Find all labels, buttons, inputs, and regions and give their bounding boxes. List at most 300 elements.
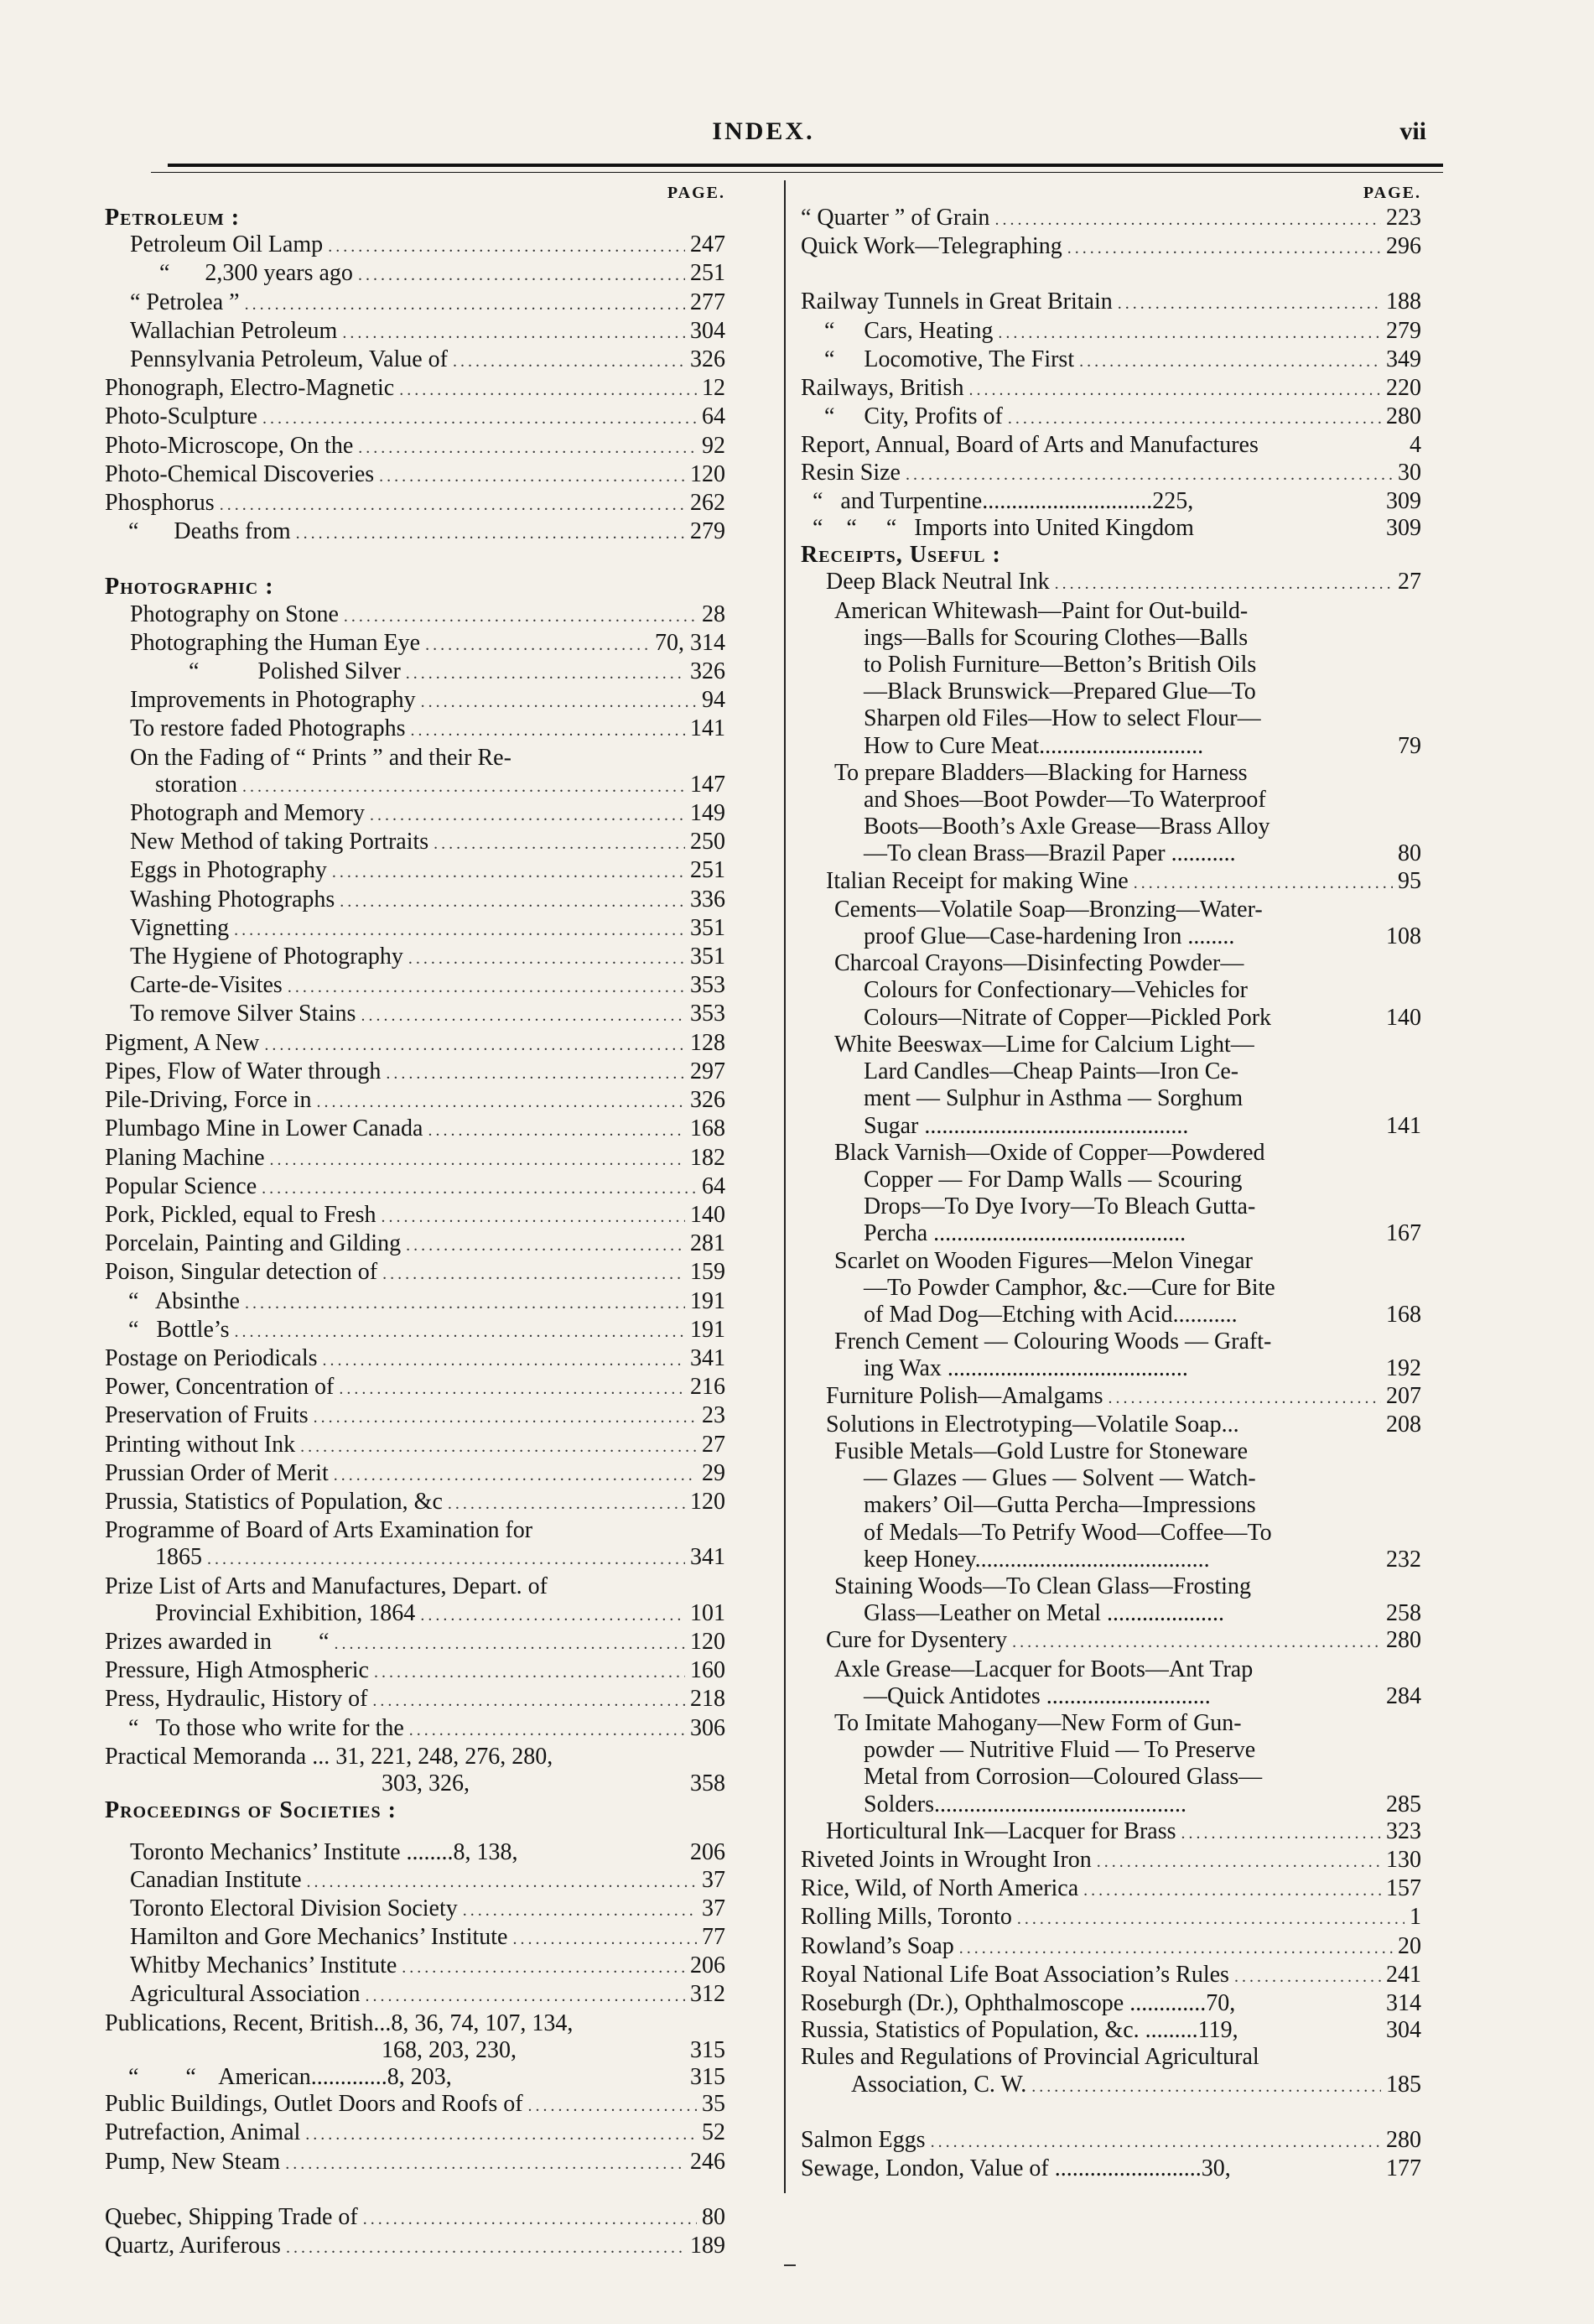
index-entry-text: Solutions in Electrotyping—Volatile Soap... [826, 1411, 1239, 1438]
index-entry-line: Scarlet on Wooden Figures—Melon Vinegar [834, 1247, 1253, 1274]
index-entry [105, 260, 725, 289]
index-entry-text [801, 760, 1363, 868]
index-entry [105, 1259, 725, 1287]
index-entry [105, 1374, 725, 1402]
dot-leader [379, 463, 685, 490]
index-entry-text: Phonograph, Electro-Magnetic [105, 375, 395, 402]
index-entry-text: New Method of taking Portraits [130, 829, 429, 855]
index-entry-text: storation [155, 771, 237, 798]
index-entry [801, 346, 1421, 375]
index-entry-page: 247 [690, 231, 725, 258]
index-entry-text: Riveted Joints in Wrought Iron [801, 1846, 1092, 1873]
index-entry-multiline [801, 1573, 1421, 1627]
index-entry [801, 868, 1421, 897]
dot-leader [242, 773, 685, 800]
index-entry-line: —Black Brunswick—Prepared Glue—To [864, 678, 1256, 705]
index-entry-text: Practical Memoranda ... 31, 221, 248, 276, 280, [105, 1743, 553, 1770]
spacer [801, 2100, 1421, 2127]
index-entry [105, 1460, 725, 1489]
index-entry [105, 1345, 725, 1374]
index-entry [801, 1962, 1421, 1990]
index-entry [801, 1818, 1421, 1847]
index-entry-page: 92 [702, 432, 725, 459]
index-entry-text: Publications, Recent, British...8, 36, 74, 107, 134, [105, 2009, 574, 2036]
dot-leader [317, 1089, 685, 1115]
index-entry-page: 140 [690, 1201, 725, 1228]
index-entry [105, 1715, 725, 1744]
index-entry-text: Photo-Sculpture [105, 403, 257, 430]
dot-leader [1181, 1820, 1381, 1847]
index-entry-line: of Mad Dog—Etching with Acid........... [864, 1301, 1238, 1328]
index-entry-page: 95 [1398, 867, 1421, 894]
dot-leader [1134, 870, 1393, 897]
dot-leader [288, 974, 685, 1001]
index-entry-text: Quick Work—Telegraphing [801, 233, 1062, 260]
index-entry-text [801, 1140, 1363, 1248]
page-column-heading: PAGE. [667, 184, 725, 202]
index-entry [105, 1867, 725, 1895]
index-entry-text: Toronto Electoral Division Society [130, 1895, 458, 1921]
index-entry [801, 2017, 1421, 2044]
index-entry-text: Photographing the Human Eye [130, 629, 421, 656]
dot-leader [402, 1954, 685, 1981]
index-entry-page: 353 [690, 1001, 725, 1027]
index-entry-multiline [801, 897, 1421, 950]
index-entry-text: Plumbago Mine in Lower Canada [105, 1115, 423, 1142]
index-entry-page: 37 [702, 1895, 725, 1921]
index-entry [801, 569, 1421, 597]
index-entry [105, 1600, 725, 1629]
index-entry-line: How to Cure Meat............................ [864, 732, 1204, 759]
index-entry-text: Public Buildings, Outlet Doors and Roofs of [105, 2091, 523, 2118]
index-entry-text: Printing without Ink [105, 1431, 296, 1458]
index-entry-text: “ Cars, Heating [801, 317, 994, 344]
index-entry-text: Hamilton and Gore Mechanics’ Institute [130, 1923, 508, 1950]
index-entry-text: Salmon Eggs [801, 2126, 926, 2153]
index-entry [105, 601, 725, 630]
index-entry-line: Cements—Volatile Soap—Bronzing—Water- [834, 896, 1263, 923]
index-entry [801, 2155, 1421, 2182]
index-entry-line: Copper — For Damp Walls — Scouring [864, 1166, 1243, 1193]
index-entry-page: 250 [690, 829, 725, 855]
index-entry-page: 80 [702, 2203, 725, 2230]
dot-leader [1118, 290, 1381, 317]
index-entry [105, 715, 725, 744]
index-entry [105, 1839, 725, 1866]
index-entry-page: 341 [690, 1344, 725, 1371]
index-entry-line: Metal from Corrosion—Coloured Glass— [864, 1764, 1263, 1791]
index-entry-page: 27 [702, 1431, 725, 1458]
index-entry-page: 4 [1410, 432, 1421, 459]
index-entry [105, 1030, 725, 1058]
index-entry-line: Drops—To Dye Ivory—To Bleach Gutta- [864, 1193, 1256, 1220]
header-rule-thick [168, 164, 1443, 167]
dot-leader [372, 1687, 685, 1714]
index-entry-text [801, 1032, 1363, 1140]
dot-leader [1079, 348, 1381, 375]
index-entry-page: 315 [690, 2036, 725, 2063]
index-entry-page: 141 [690, 715, 725, 742]
index-entry-line: To prepare Bladders—Blacking for Harness [834, 759, 1248, 786]
dot-leader [358, 262, 685, 289]
index-entry-page: 285 [1386, 1791, 1421, 1817]
index-entry-line: —To Powder Camphor, &c.—Cure for Bite [864, 1274, 1275, 1301]
index-entry-line: powder — Nutritive Fluid — To Preserve [864, 1737, 1256, 1764]
index-entry-text [801, 950, 1363, 1032]
index-entry-page: 304 [1386, 2017, 1421, 2044]
dot-leader [245, 291, 685, 318]
dot-leader [406, 660, 685, 687]
index-entry [105, 2037, 725, 2064]
index-entry [801, 375, 1421, 403]
index-entry-line: of Medals—To Petrify Wood—Coffee—To [864, 1519, 1272, 1546]
index-entry [105, 829, 725, 857]
index-entry [105, 2149, 725, 2177]
index-entry [801, 1990, 1421, 2017]
index-entry-text: “ Petrolea ” [130, 289, 240, 315]
index-entry [105, 518, 725, 547]
index-entry-text [801, 1710, 1363, 1818]
index-entry [105, 433, 725, 461]
index-entry-page: 185 [1386, 2071, 1421, 2098]
index-entry-line: keep Honey........................................ [864, 1546, 1210, 1573]
index-entry-line: Solders........................................... [864, 1791, 1186, 1817]
index-entry-text: Association, C. W. [851, 2071, 1027, 2098]
index-entry-page: 168 [690, 1115, 725, 1142]
index-entry-page: 309 [1386, 515, 1421, 542]
index-entry-text: Preservation of Fruits [105, 1402, 309, 1429]
index-entry-multiline [801, 598, 1421, 760]
dot-leader [1012, 1629, 1381, 1656]
index-entry-text: Improvements in Photography [130, 687, 416, 714]
index-entry-multiline [801, 1710, 1421, 1818]
index-entry-multiline [801, 1328, 1421, 1382]
index-entry-text: Carte-de-Visites [130, 972, 283, 999]
index-entry-text: Postage on Periodicals [105, 1344, 318, 1371]
index-entry-page: 218 [690, 1686, 725, 1713]
page-column-heading: PAGE. [1363, 184, 1421, 202]
index-entry-text: Canadian Institute [130, 1866, 302, 1893]
index-entry-line: proof Glue—Case-hardening Iron ........ [864, 923, 1235, 950]
dot-leader [358, 434, 697, 461]
dot-leader [382, 1204, 685, 1230]
dot-leader [409, 1717, 685, 1744]
dot-leader [366, 1983, 685, 2009]
dot-leader [296, 520, 685, 547]
index-entry [801, 1875, 1421, 1904]
index-entry-page: 189 [690, 2233, 725, 2259]
dot-leader [434, 830, 685, 857]
index-entry-page: 70, 314 [655, 629, 725, 656]
index-entry-page: 358 [690, 1770, 725, 1796]
index-entry [105, 687, 725, 715]
dot-leader [411, 717, 685, 744]
dot-leader [342, 320, 685, 346]
index-entry-text: Pipes, Flow of Water through [105, 1058, 382, 1084]
index-entry-text [801, 1438, 1363, 1573]
index-entry-page: 216 [690, 1374, 725, 1401]
index-entry-line: Sugar ............................................. [864, 1112, 1189, 1139]
index-entry-line: ings—Balls for Scouring Clothes—Balls [864, 624, 1249, 651]
index-entry [105, 1432, 725, 1460]
index-entry-page: 279 [690, 518, 725, 545]
index-entry-page: 37 [702, 1866, 725, 1893]
index-entry-text: Deep Black Neutral Ink [826, 569, 1050, 595]
index-entry-page: 147 [690, 771, 725, 798]
dot-leader [374, 1659, 685, 1686]
index-entry-text: Resin Size [801, 459, 901, 486]
index-entry-page: 20 [1398, 1932, 1421, 1959]
index-entry-text: Porcelain, Painting and Gilding [105, 1230, 402, 1257]
dot-leader [307, 1869, 697, 1895]
index-entry-multiline [801, 760, 1421, 868]
index-entry-page: 35 [702, 2091, 725, 2118]
dot-leader [1083, 1877, 1381, 1904]
index-entry-text: Russia, Statistics of Population, &c. .........119, [801, 2017, 1238, 2044]
index-entry-text: Pennsylvania Petroleum, Value of [130, 346, 448, 373]
index-entry-page: 223 [1386, 205, 1421, 231]
dot-leader [994, 206, 1381, 233]
index-entry [105, 346, 725, 375]
index-entry-page: 29 [702, 1459, 725, 1486]
dot-leader [245, 1290, 685, 1317]
index-entry-page: 120 [690, 1488, 725, 1515]
index-entry-page: 149 [690, 800, 725, 827]
dot-leader [361, 1002, 685, 1029]
index-entry [105, 1402, 725, 1431]
index-entry-page: 128 [690, 1029, 725, 1056]
index-entry-text: Quebec, Shipping Trade of [105, 2203, 358, 2230]
index-entry-page: 251 [690, 857, 725, 884]
index-entry [105, 1981, 725, 2009]
index-entry-line: —Quick Antidotes ............................ [864, 1682, 1211, 1709]
index-entry [105, 2091, 725, 2119]
index-entry-page: 349 [1386, 346, 1421, 372]
index-entry-text: “ City, Profits of [801, 403, 1003, 430]
index-entry-page: 341 [690, 1544, 725, 1571]
index-entry-page: 280 [1386, 1627, 1421, 1654]
dot-leader [425, 632, 650, 658]
index-entry-text: “ Locomotive, The First [801, 346, 1075, 372]
dot-leader [305, 2121, 697, 2148]
index-entry [105, 1895, 725, 1924]
index-entry [801, 2127, 1421, 2155]
index-entry-line: ment — Sulphur in Asthma — Sorghum [864, 1085, 1244, 1112]
index-entry [801, 1847, 1421, 1875]
index-entry [801, 1412, 1421, 1438]
index-entry [105, 2064, 725, 2091]
index-entry-multiline [801, 1140, 1421, 1248]
index-entry-page: 206 [690, 1952, 725, 1979]
index-entry [105, 1657, 725, 1686]
index-entry-line: —To clean Brass—Brazil Paper ........... [864, 840, 1236, 867]
index-entry [801, 403, 1421, 432]
index-entry-line: Sharpen old Files—How to select Flour— [864, 705, 1261, 732]
index-entry-page: 28 [702, 600, 725, 627]
index-entry-page: 280 [1386, 2126, 1421, 2153]
dot-leader [332, 859, 685, 886]
index-entry-text: Petroleum Oil Lamp [130, 231, 324, 258]
index-section-heading: Proceedings of Societies : [105, 1797, 397, 1824]
index-entry-page: 160 [690, 1657, 725, 1684]
index-entry-page: 314 [1386, 1990, 1421, 2016]
index-entry [105, 915, 725, 944]
index-entry [105, 1202, 725, 1230]
index-entry [105, 1173, 725, 1202]
index-entry-text: “ Bottle’s [105, 1316, 230, 1343]
index-entry-text: Report, Annual, Board of Arts and Manufactures [801, 432, 1259, 459]
index-entry-text: Roseburgh (Dr.), Ophthalmoscope .............70, [801, 1990, 1236, 2016]
index-entry-page: 108 [1386, 923, 1421, 950]
index-entry-text: Prize List of Arts and Manufactures, Depart. of [105, 1573, 548, 1599]
index-entry-text: “ Quarter ” of Grain [801, 205, 990, 231]
dot-leader [968, 377, 1381, 403]
dot-leader [931, 2129, 1381, 2155]
dot-leader [1055, 570, 1393, 597]
index-entry-line: Black Varnish—Oxide of Copper—Powdered [834, 1139, 1265, 1166]
index-entry [105, 745, 725, 772]
index-entry-line: Lard Candles—Cheap Paints—Iron Ce- [864, 1058, 1239, 1085]
index-entry [105, 231, 725, 260]
dot-leader [399, 377, 697, 403]
index-column-left [105, 176, 725, 2261]
index-entry [105, 2204, 725, 2233]
dot-leader [959, 1935, 1393, 1962]
dot-leader [406, 1232, 685, 1259]
dot-leader [420, 1602, 685, 1629]
index-entry-text: Planing Machine [105, 1144, 265, 1171]
index-entry-page: 326 [690, 1087, 725, 1114]
dot-leader [1017, 1905, 1404, 1932]
index-entry [105, 1924, 725, 1952]
index-entry-page: 206 [690, 1839, 725, 1866]
index-entry-page: 101 [690, 1599, 725, 1626]
dot-leader [300, 1433, 697, 1460]
index-entry-line: Boots—Booth’s Axle Grease—Brass Alloy [864, 814, 1270, 840]
index-entry-page: 279 [1386, 317, 1421, 344]
index-entry-multiline [801, 1656, 1421, 1710]
index-entry [105, 800, 725, 829]
index-entry [801, 205, 1421, 233]
dot-leader [386, 1060, 685, 1087]
index-entry-text: Pork, Pickled, equal to Fresh [105, 1201, 376, 1228]
index-entry [105, 1544, 725, 1573]
index-entry-text: Photograph and Memory [130, 800, 365, 827]
index-entry-line: makers’ Oil—Gutta Percha—Impressions [864, 1492, 1256, 1519]
index-entry-page: 323 [1386, 1817, 1421, 1844]
index-entry-page: 120 [690, 460, 725, 487]
index-entry-text: “ Polished Silver [130, 658, 401, 685]
dot-leader [1067, 235, 1381, 262]
index-entry [105, 289, 725, 318]
index-entry-text: Horticultural Ink—Lacquer for Brass [826, 1817, 1176, 1844]
index-entry [105, 1001, 725, 1029]
index-entry-text: Sewage, London, Value of .........................30, [801, 2155, 1231, 2182]
index-entry [801, 233, 1421, 262]
index-entry-text: Phosphorus [105, 490, 215, 517]
index-entry [105, 944, 725, 972]
index-entry [801, 2044, 1421, 2071]
index-entry-text: “ “ “ Imports into United Kingdom [801, 515, 1194, 542]
index-entry-text: On the Fading of “ Prints ” and their Re- [130, 744, 511, 771]
index-entry-page: 64 [702, 1172, 725, 1199]
index-entry [105, 2119, 725, 2148]
index-entry-text: 1865 [155, 1544, 202, 1571]
index-section-heading: Photographic : [105, 574, 274, 600]
dot-leader [262, 405, 697, 432]
index-entry [105, 1573, 725, 1600]
index-entry [105, 1744, 725, 1770]
page-title: INDEX. [712, 117, 815, 145]
index-entry-text [801, 1328, 1363, 1382]
index-entry [105, 1517, 725, 1544]
index-entry [801, 515, 1421, 542]
index-entry-text: Rice, Wild, of North America [801, 1875, 1079, 1902]
index-entry-text: Railway Tunnels in Great Britain [801, 289, 1113, 315]
index-entry-text [801, 1656, 1363, 1710]
index-entry [105, 490, 725, 518]
index-entry-text: “ To those who write for the [105, 1714, 404, 1741]
index-entry [105, 1230, 725, 1259]
index-entry-line: Colours—Nitrate of Copper—Pickled Pork [864, 1004, 1272, 1031]
dot-leader [314, 1404, 697, 1431]
index-entry-text: 303, 326, [382, 1770, 470, 1796]
index-entry-page: 192 [1386, 1355, 1421, 1382]
index-entry-text: Pressure, High Atmospheric [105, 1657, 369, 1684]
index-entry [105, 772, 725, 800]
index-entry [105, 461, 725, 490]
dot-leader [998, 320, 1381, 346]
header-rule-thin [151, 172, 1443, 173]
dot-leader [906, 461, 1393, 488]
index-entry-page: 336 [690, 886, 725, 912]
dot-leader [363, 2206, 697, 2233]
index-entry-text: The Hygiene of Photography [130, 944, 403, 970]
index-entry-page: 262 [690, 490, 725, 517]
index-entry [105, 1317, 725, 1345]
index-entry-page: 191 [690, 1316, 725, 1343]
index-entry-page: 306 [690, 1714, 725, 1741]
index-entry-text: “ and Turpentine.............................225, [801, 487, 1194, 514]
index-entry-text: Italian Receipt for making Wine [826, 867, 1129, 894]
index-entry-page: 120 [690, 1628, 725, 1655]
dot-leader [528, 2093, 697, 2119]
index-entry-page: 130 [1386, 1846, 1421, 1873]
index-entry-line: Axle Grease—Lacquer for Boots—Ant Trap [834, 1656, 1254, 1682]
spacer [105, 2177, 725, 2204]
index-entry [105, 1686, 725, 1714]
dot-leader [220, 491, 685, 518]
index-entry-line: American Whitewash—Paint for Out-build- [834, 597, 1249, 624]
dot-leader [207, 1546, 685, 1573]
index-entry-line: ing Wax ......................................... [864, 1355, 1188, 1382]
index-entry-page: 64 [702, 403, 725, 430]
index-entry-text: Prussia, Statistics of Population, &c [105, 1488, 443, 1515]
index-entry-line: and Shoes—Boot Powder—To Waterproof [864, 787, 1266, 814]
index-entry-page: 12 [702, 375, 725, 402]
index-entry [105, 886, 725, 915]
index-entry-line: Charcoal Crayons—Disinfecting Powder— [834, 950, 1244, 977]
index-entry [105, 2233, 725, 2261]
index-entry-page: 77 [702, 1923, 725, 1950]
dot-leader [512, 1926, 697, 1952]
spacer [105, 547, 725, 574]
index-entry-text: Agricultural Association [130, 1981, 361, 2008]
dot-leader [285, 2150, 685, 2177]
dot-leader [270, 1146, 685, 1173]
index-entry-text: Power, Concentration of [105, 1374, 335, 1401]
dot-leader [334, 1462, 697, 1489]
